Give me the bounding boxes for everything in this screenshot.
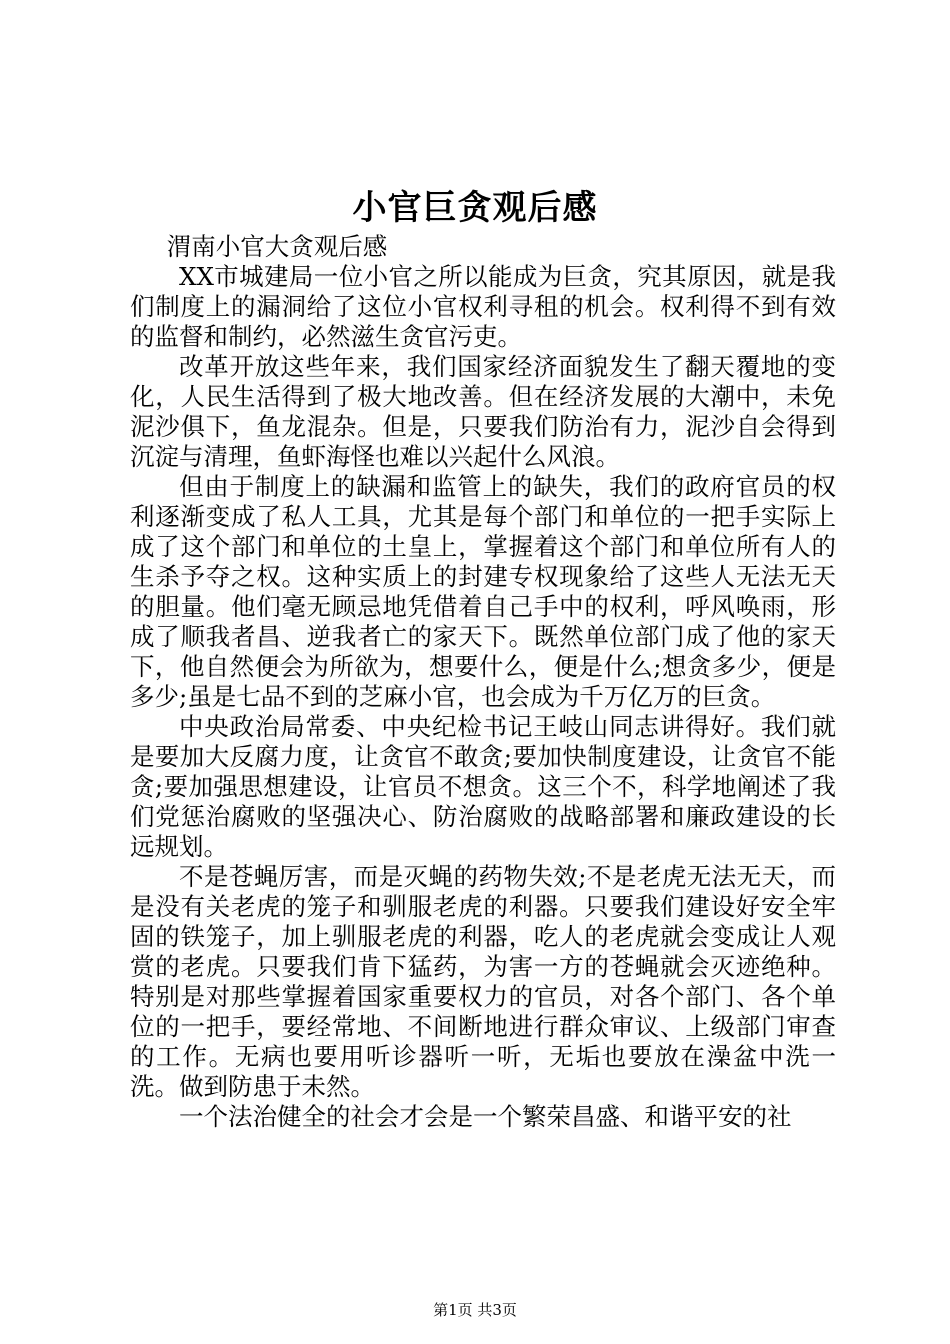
paragraph-1: XX市城建局一位小官之所以能成为巨贪，究其原因，就是我们制度上的漏洞给了这位小官权利寻租的机会。权利得不到有效的监督和制约，必然滋生贪官污吏。 [130, 262, 836, 351]
paragraph-4: 中央政治局常委、中央纪检书记王岐山同志讲得好。我们就是要加大反腐力度，让贪官不敢贪;要加快制度建设，让贪官不能贪;要加强思想建设，让官员不想贪。这三个不，科学地阐述了我们党惩治腐败的坚强决心、防治腐败的战略部署和廉政建设的长远规划。 [130, 712, 836, 861]
paragraph-5: 不是苍蝇厉害，而是灭蝇的药物失效;不是老虎无法无天，而是没有关老虎的笼子和驯服老虎的利器。只要我们建设好安全牢固的铁笼子，加上驯服老虎的利器，吃人的老虎就会变成让人观赏的老虎。只要我们肯下猛药，为害一方的苍蝇就会灭迹绝种。特别是对那些掌握着国家重要权力的官员，对各个部门、各个单位的一把手，要经常地、不间断地进行群众审议、上级部门审查的工作。无病也要用听诊器听一听，无垢也要放在澡盆中洗一洗。做到防患于未然。 [130, 862, 836, 1101]
paragraph-3: 但由于制度上的缺漏和监管上的缺失，我们的政府官员的权利逐渐变成了私人工具，尤其是每个部门和单位的一把手实际上成了这个部门和单位的土皇上，掌握着这个部门和单位所有人的生杀予夺之权。这种实质上的封建专权现象给了这些人无法无天的胆量。他们毫无顾忌地凭借着自己手中的权利，呼风唤雨，形成了顺我者昌、逆我者亡的家天下。既然单位部门成了他的家天下，他自然便会为所欲为，想要什么，便是什么;想贪多少，便是多少;虽是七品不到的芝麻小官，也会成为千万亿万的巨贪。 [130, 472, 836, 711]
paragraph-2: 改革开放这些年来，我们国家经济面貌发生了翻天覆地的变化，人民生活得到了极大地改善。但在经济发展的大潮中，未免泥沙俱下，鱼龙混杂。但是，只要我们防治有力，泥沙自会得到沉淀与清理，鱼虾海怪也难以兴起什么风浪。 [130, 352, 836, 471]
document-body [130, 232, 836, 1132]
page-footer: 第1页 共3页 [433, 1301, 517, 1319]
paragraph-6: 一个法治健全的社会才会是一个繁荣昌盛、和谐平安的社 [179, 1102, 792, 1131]
paragraph-subtitle: 渭南小官大贪观后感 [166, 232, 388, 261]
document-title: 小官巨贪观后感 [352, 188, 598, 228]
